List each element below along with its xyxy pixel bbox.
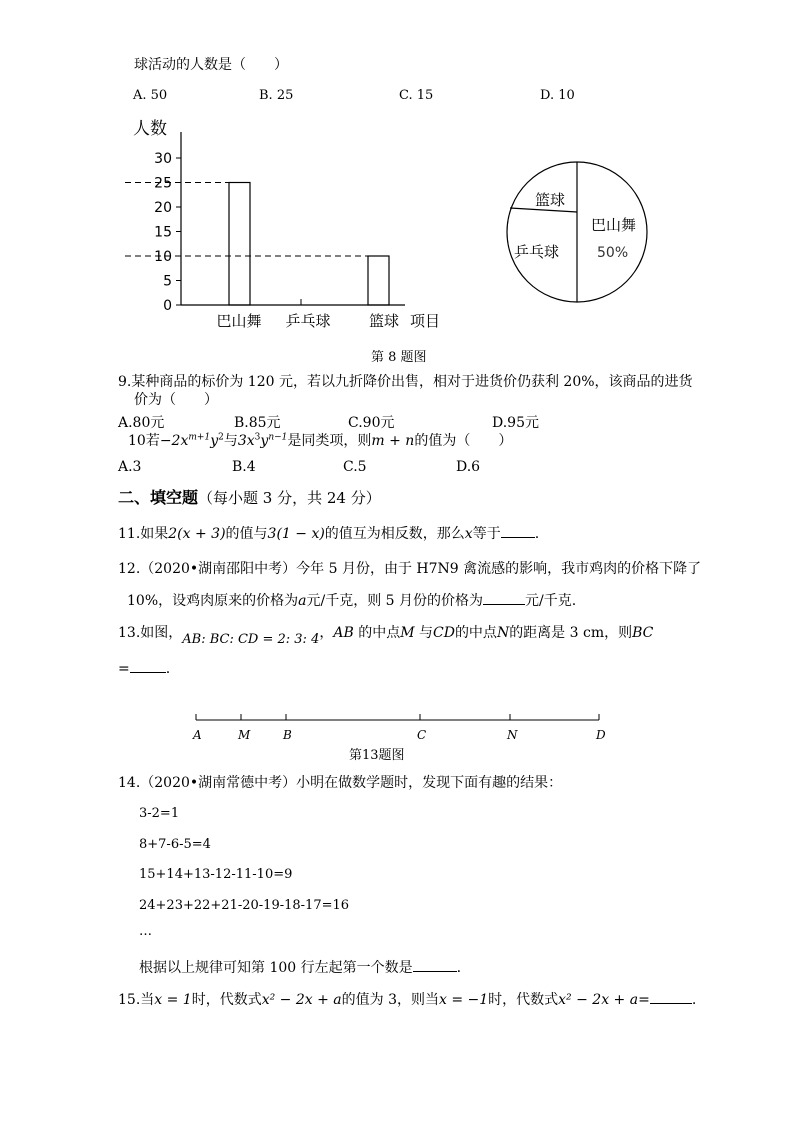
pie-annotation: 50% bbox=[597, 245, 629, 261]
q13-part-e: 的中点 bbox=[454, 625, 497, 641]
q14-end: . bbox=[456, 960, 462, 976]
q11-expr-2: 3(1 − x) bbox=[267, 526, 325, 542]
segment-point-label: M bbox=[238, 728, 251, 742]
q15-part-d: 时，代数式 bbox=[488, 992, 559, 1008]
q10-term1-exp: m+1 bbox=[188, 432, 211, 443]
q11-end: . bbox=[534, 526, 540, 542]
q10-suffix: 的值为（ ） bbox=[414, 433, 513, 449]
q14-ask bbox=[139, 957, 461, 977]
y-tick-label: 0 bbox=[163, 298, 172, 314]
q14-stem: 14.（2020•湖南常德中考）小明在做数学题时，发现下面有趣的结果： bbox=[118, 775, 563, 791]
pie-chart bbox=[505, 160, 655, 310]
segment-point-label: N bbox=[507, 728, 518, 742]
y-tick-label: 30 bbox=[154, 151, 172, 167]
q11-part-g: 等于 bbox=[472, 526, 501, 542]
q8-option-a: A. 50 bbox=[133, 88, 168, 103]
q13-part-b: ， bbox=[319, 625, 334, 641]
q13-point-m: M bbox=[400, 625, 415, 641]
q13-line1 bbox=[118, 622, 654, 647]
q11-answer-blank[interactable] bbox=[501, 525, 535, 538]
section-title: 二、填空题 bbox=[118, 488, 199, 507]
y-tick-label: 15 bbox=[154, 224, 172, 241]
y-tick-label: 20 bbox=[154, 200, 172, 216]
q15-expr-2: x² − 2x + a bbox=[558, 992, 639, 1008]
bar bbox=[229, 183, 250, 306]
q14-answer-blank[interactable] bbox=[413, 959, 457, 972]
q10-term2-y: y bbox=[260, 433, 269, 449]
q13-seg-ab: AB bbox=[333, 625, 354, 641]
q15-end: . bbox=[691, 992, 697, 1008]
segment-point-label: A bbox=[193, 728, 202, 742]
q8-stem-tail: 球活动的人数是（ ） bbox=[134, 57, 288, 73]
q8-option-c: C. 15 bbox=[399, 88, 434, 103]
x-category-label: 篮球 bbox=[368, 312, 400, 330]
q13-part-f: 的距离是 3 cm，则 bbox=[509, 625, 633, 641]
q15-equals: = bbox=[638, 992, 650, 1008]
x-axis-label: 项目 bbox=[410, 312, 441, 330]
q13-point-n: N bbox=[496, 625, 510, 641]
q15-expr-1: x² − 2x + a bbox=[261, 992, 342, 1008]
q10-term2: 3x bbox=[237, 433, 255, 449]
q13-seg-bc: BC bbox=[632, 625, 654, 641]
q8-option-b: B. 25 bbox=[259, 88, 294, 103]
q15-cond-2: x = −1 bbox=[438, 992, 489, 1008]
q15-part-c: 的值为 3，则当 bbox=[341, 992, 439, 1008]
pie-label-pingpong: 乒乓球 bbox=[514, 243, 560, 261]
q10-term1-y: y bbox=[210, 433, 219, 449]
q15 bbox=[118, 989, 696, 1009]
bar bbox=[368, 256, 389, 305]
q10-option-b: B.4 bbox=[232, 459, 256, 475]
q14-line-4: 24+23+22+21-20-19-18-17=16 bbox=[139, 898, 350, 913]
y-tick-label: 10 bbox=[154, 249, 172, 265]
q14-line-2: 8+7-6-5=4 bbox=[139, 837, 211, 852]
q10-option-a: A.3 bbox=[118, 459, 142, 475]
q10-joiner: 与 bbox=[223, 433, 238, 449]
pie-label-basketball: 篮球 bbox=[535, 191, 566, 209]
q9-option-c: C.90元 bbox=[348, 415, 395, 431]
q9-option-d: D.95元 bbox=[492, 415, 539, 431]
q13-part-c: 的中点 bbox=[353, 625, 401, 641]
q10-stem bbox=[128, 430, 512, 450]
q13-equals: = bbox=[118, 661, 130, 677]
q13-seg-cd: CD bbox=[433, 625, 455, 641]
q14-line-3: 15+14+13-12-11-10=9 bbox=[139, 867, 293, 882]
q14-line-1: 3-2=1 bbox=[139, 806, 180, 821]
q10-option-c: C.5 bbox=[343, 459, 367, 475]
q9-line1: 9.某种商品的标价为 120 元，若以九折降价出售，相对于进货价仍获利 20%，该商品的进货 bbox=[118, 374, 693, 390]
pie-label-bashan: 巴山舞 bbox=[591, 216, 637, 234]
q11-var-x: x bbox=[464, 526, 473, 542]
q11-expr-1: 2(x + 3) bbox=[168, 526, 226, 542]
section-note: （每小题 3 分，共 24 分） bbox=[198, 489, 381, 507]
q12-var-a: a bbox=[298, 593, 307, 609]
q11-part-a: 11.如果 bbox=[118, 526, 169, 542]
q13-caption: 第13题图 bbox=[349, 748, 405, 763]
q10-mid: 是同类项，则 bbox=[287, 433, 372, 449]
q12-part-b: 元/千克，则 5 月份的价格为 bbox=[306, 593, 484, 609]
q15-part-b: 时，代数式 bbox=[191, 992, 262, 1008]
y-tick-label: 25 bbox=[154, 175, 172, 192]
q10-term1-y-exp: 2 bbox=[218, 432, 224, 443]
q11-part-c: 的值与 bbox=[225, 526, 268, 542]
q13-end: . bbox=[165, 661, 171, 677]
q15-cond-1: x = 1 bbox=[154, 992, 192, 1008]
section-heading bbox=[118, 485, 381, 508]
q10-option-d: D.6 bbox=[456, 459, 481, 475]
q11 bbox=[118, 523, 539, 543]
q13-ratio: AB: BC: CD = 2: 3: 4 bbox=[182, 632, 320, 647]
q9-line2: 价为（ ） bbox=[134, 392, 218, 408]
q9-option-a: A.80元 bbox=[118, 415, 165, 431]
q10-term2-y-exp: n−1 bbox=[268, 432, 288, 443]
segment-point-label: D bbox=[596, 728, 606, 742]
q10-term2-exp: 3 bbox=[254, 432, 261, 443]
q8-option-d: D. 10 bbox=[540, 88, 575, 103]
q12-line1: 12.（2020•湖南邵阳中考）今年 5 月份，由于 H7N9 禽流感的影响，我市鸡肉的价格下降了 bbox=[118, 561, 702, 577]
q13-part-d: 与 bbox=[414, 625, 433, 641]
q12-part-a: 10%，设鸡肉原来的价格为 bbox=[127, 593, 299, 609]
q12-part-c: 元/千克. bbox=[525, 593, 577, 609]
q13-answer-blank[interactable] bbox=[130, 660, 166, 673]
q10-term1: −2x bbox=[159, 433, 189, 449]
q15-answer-blank[interactable] bbox=[650, 991, 692, 1004]
q8-caption: 第 8 题图 bbox=[371, 350, 427, 365]
q12-answer-blank[interactable] bbox=[483, 592, 525, 605]
bar-chart bbox=[125, 112, 455, 337]
q14-line-5: … bbox=[139, 924, 152, 939]
x-category-label: 巴山舞 bbox=[216, 312, 262, 330]
segment-point-label: B bbox=[283, 728, 292, 742]
q9-option-b: B.85元 bbox=[234, 415, 281, 431]
y-tick-label: 5 bbox=[163, 273, 172, 290]
y-axis-label: 人数 bbox=[133, 119, 167, 139]
q13-segment-figure bbox=[185, 708, 610, 744]
segment-point-label: C bbox=[417, 728, 427, 742]
q11-part-e: 的值互为相反数，那么 bbox=[324, 526, 465, 542]
q12-line2 bbox=[127, 590, 576, 610]
q14-ask-text: 根据以上规律可知第 100 行左起第一个数是 bbox=[139, 960, 413, 976]
x-category-label: 乒乓球 bbox=[285, 312, 331, 330]
q13-line2 bbox=[118, 660, 170, 677]
q10-expr: m + n bbox=[371, 433, 415, 449]
q15-part-a: 15.当 bbox=[118, 992, 155, 1008]
q10-prefix: 10若 bbox=[128, 433, 160, 449]
q13-part-a: 13.如图， bbox=[118, 625, 183, 641]
